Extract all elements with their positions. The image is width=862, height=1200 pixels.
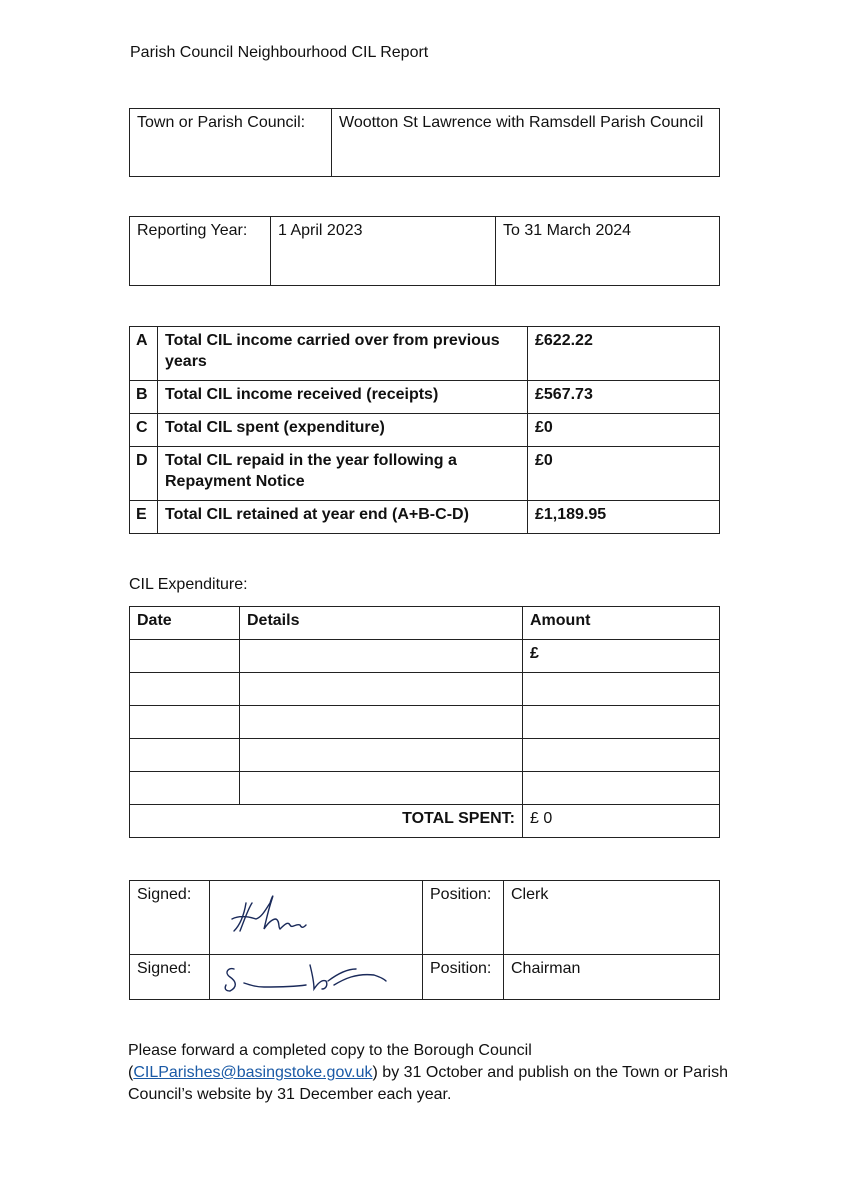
summary-letter: A (130, 327, 158, 381)
summary-amount: £0 (528, 447, 720, 501)
summary-row (130, 501, 720, 534)
summary-letter: D (130, 447, 158, 501)
council-table (129, 108, 720, 177)
date-cell (130, 640, 240, 673)
table-row (130, 772, 720, 805)
column-header-amount: Amount (523, 607, 720, 640)
reporting-year-to: To 31 March 2024 (496, 217, 720, 286)
summary-row (130, 327, 720, 381)
footer-line1: Please forward a completed copy to the Borough Council (128, 1042, 532, 1059)
reporting-year-label: Reporting Year: (130, 217, 271, 286)
signed-label: Signed: (130, 955, 210, 1000)
clerk-signature (210, 881, 423, 955)
summary-row (130, 381, 720, 414)
column-header-date: Date (130, 607, 240, 640)
date-cell (130, 706, 240, 739)
summary-letter: B (130, 381, 158, 414)
position-label: Position: (423, 881, 504, 955)
signature-table (129, 880, 720, 1000)
summary-description: Total CIL retained at year end (A+B-C-D) (158, 501, 528, 534)
clerk-signature-image (210, 881, 423, 955)
summary-amount: £0 (528, 414, 720, 447)
details-cell (240, 640, 523, 673)
signature-row (130, 955, 720, 1000)
summary-description: Total CIL income received (receipts) (158, 381, 528, 414)
details-cell (240, 706, 523, 739)
summary-amount: £1,189.95 (528, 501, 720, 534)
total-spent-label: TOTAL SPENT: (130, 805, 523, 838)
position-value: Chairman (504, 955, 720, 1000)
details-cell (240, 772, 523, 805)
chairman-signature (210, 955, 423, 1000)
signed-label: Signed: (130, 881, 210, 955)
summary-row (130, 447, 720, 501)
council-label: Town or Parish Council: (130, 109, 332, 177)
amount-cell: £ (523, 640, 720, 673)
footer-after-email: ) by 31 October and publish on the Town or Parish Council’s website by 31 December each year. (128, 1064, 728, 1103)
amount-cell (523, 739, 720, 772)
footer-open-paren: ( (128, 1064, 134, 1081)
table-row (130, 706, 720, 739)
date-cell (130, 772, 240, 805)
signature-row (130, 881, 720, 955)
expenditure-heading: CIL Expenditure: (129, 576, 248, 593)
total-spent-value: £ 0 (523, 805, 720, 838)
details-cell (240, 739, 523, 772)
reporting-year-from: 1 April 2023 (271, 217, 496, 286)
table-row (130, 739, 720, 772)
table-row (130, 640, 720, 673)
column-header-details: Details (240, 607, 523, 640)
table-row (130, 673, 720, 706)
amount-cell (523, 772, 720, 805)
date-cell (130, 673, 240, 706)
summary-description: Total CIL repaid in the year following a Repayment Notice (158, 447, 528, 501)
position-value: Clerk (504, 881, 720, 955)
page-title: Parish Council Neighbourhood CIL Report (130, 44, 429, 61)
summary-description: Total CIL income carried over from previous years (158, 327, 528, 381)
summary-amount: £567.73 (528, 381, 720, 414)
table-header-row (130, 607, 720, 640)
summary-description: Total CIL spent (expenditure) (158, 414, 528, 447)
summary-letter: E (130, 501, 158, 534)
summary-row (130, 414, 720, 447)
details-cell (240, 673, 523, 706)
cil-summary-table (129, 326, 720, 534)
summary-amount: £622.22 (528, 327, 720, 381)
expenditure-table (129, 606, 720, 838)
council-value: Wootton St Lawrence with Ramsdell Parish Council (332, 109, 720, 177)
email-link[interactable]: CILParishes@basingstoke.gov.uk (133, 1064, 373, 1081)
chairman-signature-image (210, 955, 423, 1000)
amount-cell (523, 673, 720, 706)
total-row (130, 805, 720, 838)
amount-cell (523, 706, 720, 739)
position-label: Position: (423, 955, 504, 1000)
summary-letter: C (130, 414, 158, 447)
reporting-year-table (129, 216, 720, 286)
date-cell (130, 739, 240, 772)
footer-instructions (128, 1040, 728, 1106)
